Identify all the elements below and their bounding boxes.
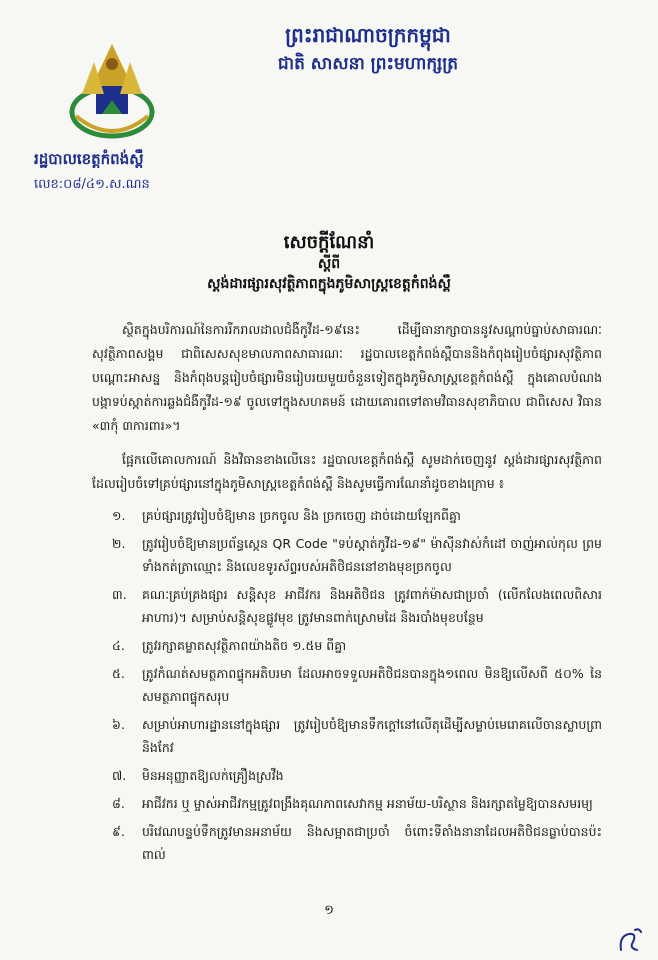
body-paragraph-2: ផ្អែកលើគោលការណ៍ និងវិធានខាងលើនេះ រដ្ឋបាលខេត្តកំពង់ស្ពឺ សូមដាក់ចេញនូវ ស្តង់ដារផ្សារសុវត្ថិភាព ដែលរៀបចំទៅគ្រប់ផ្សារនៅក្នុងភូមិសាស្ត្រខេត្តកំពង់ស្ពឺ និងសូមធ្វើការណែនាំដូចខាងក្រោម ៖	[92, 452, 602, 491]
document-title: សេចក្តីណែនាំ	[283, 232, 375, 253]
list-item	[112, 792, 602, 815]
list-item-number: ៦.	[112, 717, 125, 732]
kingdom-header	[218, 20, 518, 78]
list-item	[112, 504, 602, 527]
reference-number: លេខ:០៨/៤១.ស.ណន	[34, 177, 150, 192]
list-item-text: បរិវេណបន្ទប់ទឹកត្រូវមានអនាម័យ និងសម្អាតជាប្រចាំ ចំពោះទីតាំងនានាដែលអតិថិជនធ្លាប់បានប៉ះពាល់	[142, 824, 602, 862]
list-item	[112, 820, 602, 866]
body-paragraph-1: ស្ថិតក្នុងបរិការណ៍នៃការរីករាលដាលជំងឺកូវីដ-១៩នេះ ដើម្បីធានាក្សាបាននូវសណ្តាប់ធ្នាប់សាធារណៈ សុវត្ថិភាពសង្គម ជាពិសេសសុខមាលភាពសាធារណៈ រដ្ឋបាលខេត្តកំពង់ស្ពឺបាននិងកំពុងរៀបចំផ្សារសុវត្ថិភាពបណ្តោះអាសន្ន និងកំពុងបន្តរៀបចំផ្សារមិនរៀបរយមួយចំនួនទៀតក្នុងភូមិសាស្ត្រខេត្តកំពង់ស្ពឺ ក្នុងគោលបំណងបង្កាទប់ស្កាត់ការឆ្លងជំងឺកូវីដ-១៩ ចូលទៅក្នុងសហគមន៍ ដោយគោរពទៅតាមវិធានសុខាភិបាល ជាពិសេស វិធាន «៣កុំ ៣ការពារ»។	[92, 322, 602, 433]
list-item-text: ត្រូវរៀបចំឱ្យមានប្រព័ន្ធស្កេន QR Code "ទប់ស្កាត់កូវីដ-១៩" ម៉ាស៊ីនវាស់កំដៅ ចាញ់អាល់កុល ព្រមទាំងកត់ត្រាឈ្មោះ និងលេខទូរស័ព្ទរបស់អតិថិជននៅខាងមុខច្រកចូល	[142, 536, 602, 574]
list-item-number: ៨.	[112, 796, 125, 811]
document-about: ស្តីពី	[317, 256, 341, 272]
list-item-text: មិនអនុញ្ញាតឱ្យលក់គ្រឿងស្រវឹង	[142, 768, 284, 783]
document-subject: ស្តង់ដារផ្សារសុវត្ថិភាពក្នុងភូមិសាស្ត្រខេត្តកំពង់ស្ពឺ	[207, 276, 451, 292]
handwritten-initial-icon	[615, 926, 645, 956]
list-item	[112, 532, 602, 578]
list-item-text: ត្រូវរក្សាគម្លាតសុវត្ថិភាពយ៉ាងតិច ១.៥ម ពីគ្នា	[142, 638, 347, 653]
list-item-text: ត្រូវកំណត់សមត្ថភាពផ្ទុកអតិបរមា ដែលអាចទទួលអតិថិជនបានក្នុង១ពេល មិនឱ្យលើសពី ៥០% នៃសមត្ថភាពផ្ទុកសរុប	[142, 666, 602, 704]
list-item-text: សម្រាប់អាហារដ្ឋាននៅក្នុងផ្សារ ត្រូវរៀបចំឱ្យមានទឹកក្តៅនៅលើតុដើម្បីសម្លាប់មេរោគលើចានស្លាបព្រា និងកែវ	[142, 717, 602, 755]
list-item-number: ៥.	[112, 666, 125, 681]
list-item-text: គណៈគ្រប់គ្រងផ្សារ សន្តិសុខ អាជីវករ និងអតិថិជន ត្រូវពាក់ម៉ាសជាប្រចាំ (លើកលែងពេលពិសារអាហារ)។ សម្រាប់សន្តិសុខផ្លូវមុខ ត្រូវមានពាក់ស្រោមដៃ និងរបាំងមុខបន្ថែម	[142, 587, 602, 625]
kingdom-motto: ជាតិ សាសនា ព្រះមហាក្សត្រ	[277, 54, 459, 74]
list-item-number: ២.	[112, 536, 126, 551]
list-item	[112, 764, 602, 787]
list-item-number: ៧.	[112, 768, 127, 783]
instruction-list	[112, 504, 602, 871]
page-number: ១	[324, 903, 334, 918]
list-item-number: ៤.	[112, 638, 125, 653]
list-item-number: ៩.	[112, 824, 125, 839]
list-item	[112, 634, 602, 657]
list-item-number: ៣.	[112, 587, 127, 602]
sender-authority: រដ្ឋបាលខេត្តកំពង់ស្ពឺ	[34, 150, 144, 168]
ministry-emblem-icon	[62, 34, 162, 144]
list-item-text: គ្រប់ផ្សារត្រូវរៀបចំឱ្យមាន ច្រកចូល និង ច្រកចេញ ដាច់ដោយឡែកពីគ្នា	[142, 508, 461, 523]
list-item	[112, 583, 602, 629]
kingdom-title: ព្រះរាជាណាចក្រកម្ពុជា	[285, 23, 451, 47]
list-item	[112, 662, 602, 708]
list-item-text: អាជីវករ ឬ ម្ចាស់អាជីវកម្មត្រូវពង្រឹងគុណភាពសេវាកម្ម អនាម័យ-បរិស្ថាន និងរក្សាតម្លៃឱ្យបានសមរម្យ	[142, 796, 593, 811]
list-item	[112, 713, 602, 759]
list-item-number: ១.	[112, 508, 126, 523]
